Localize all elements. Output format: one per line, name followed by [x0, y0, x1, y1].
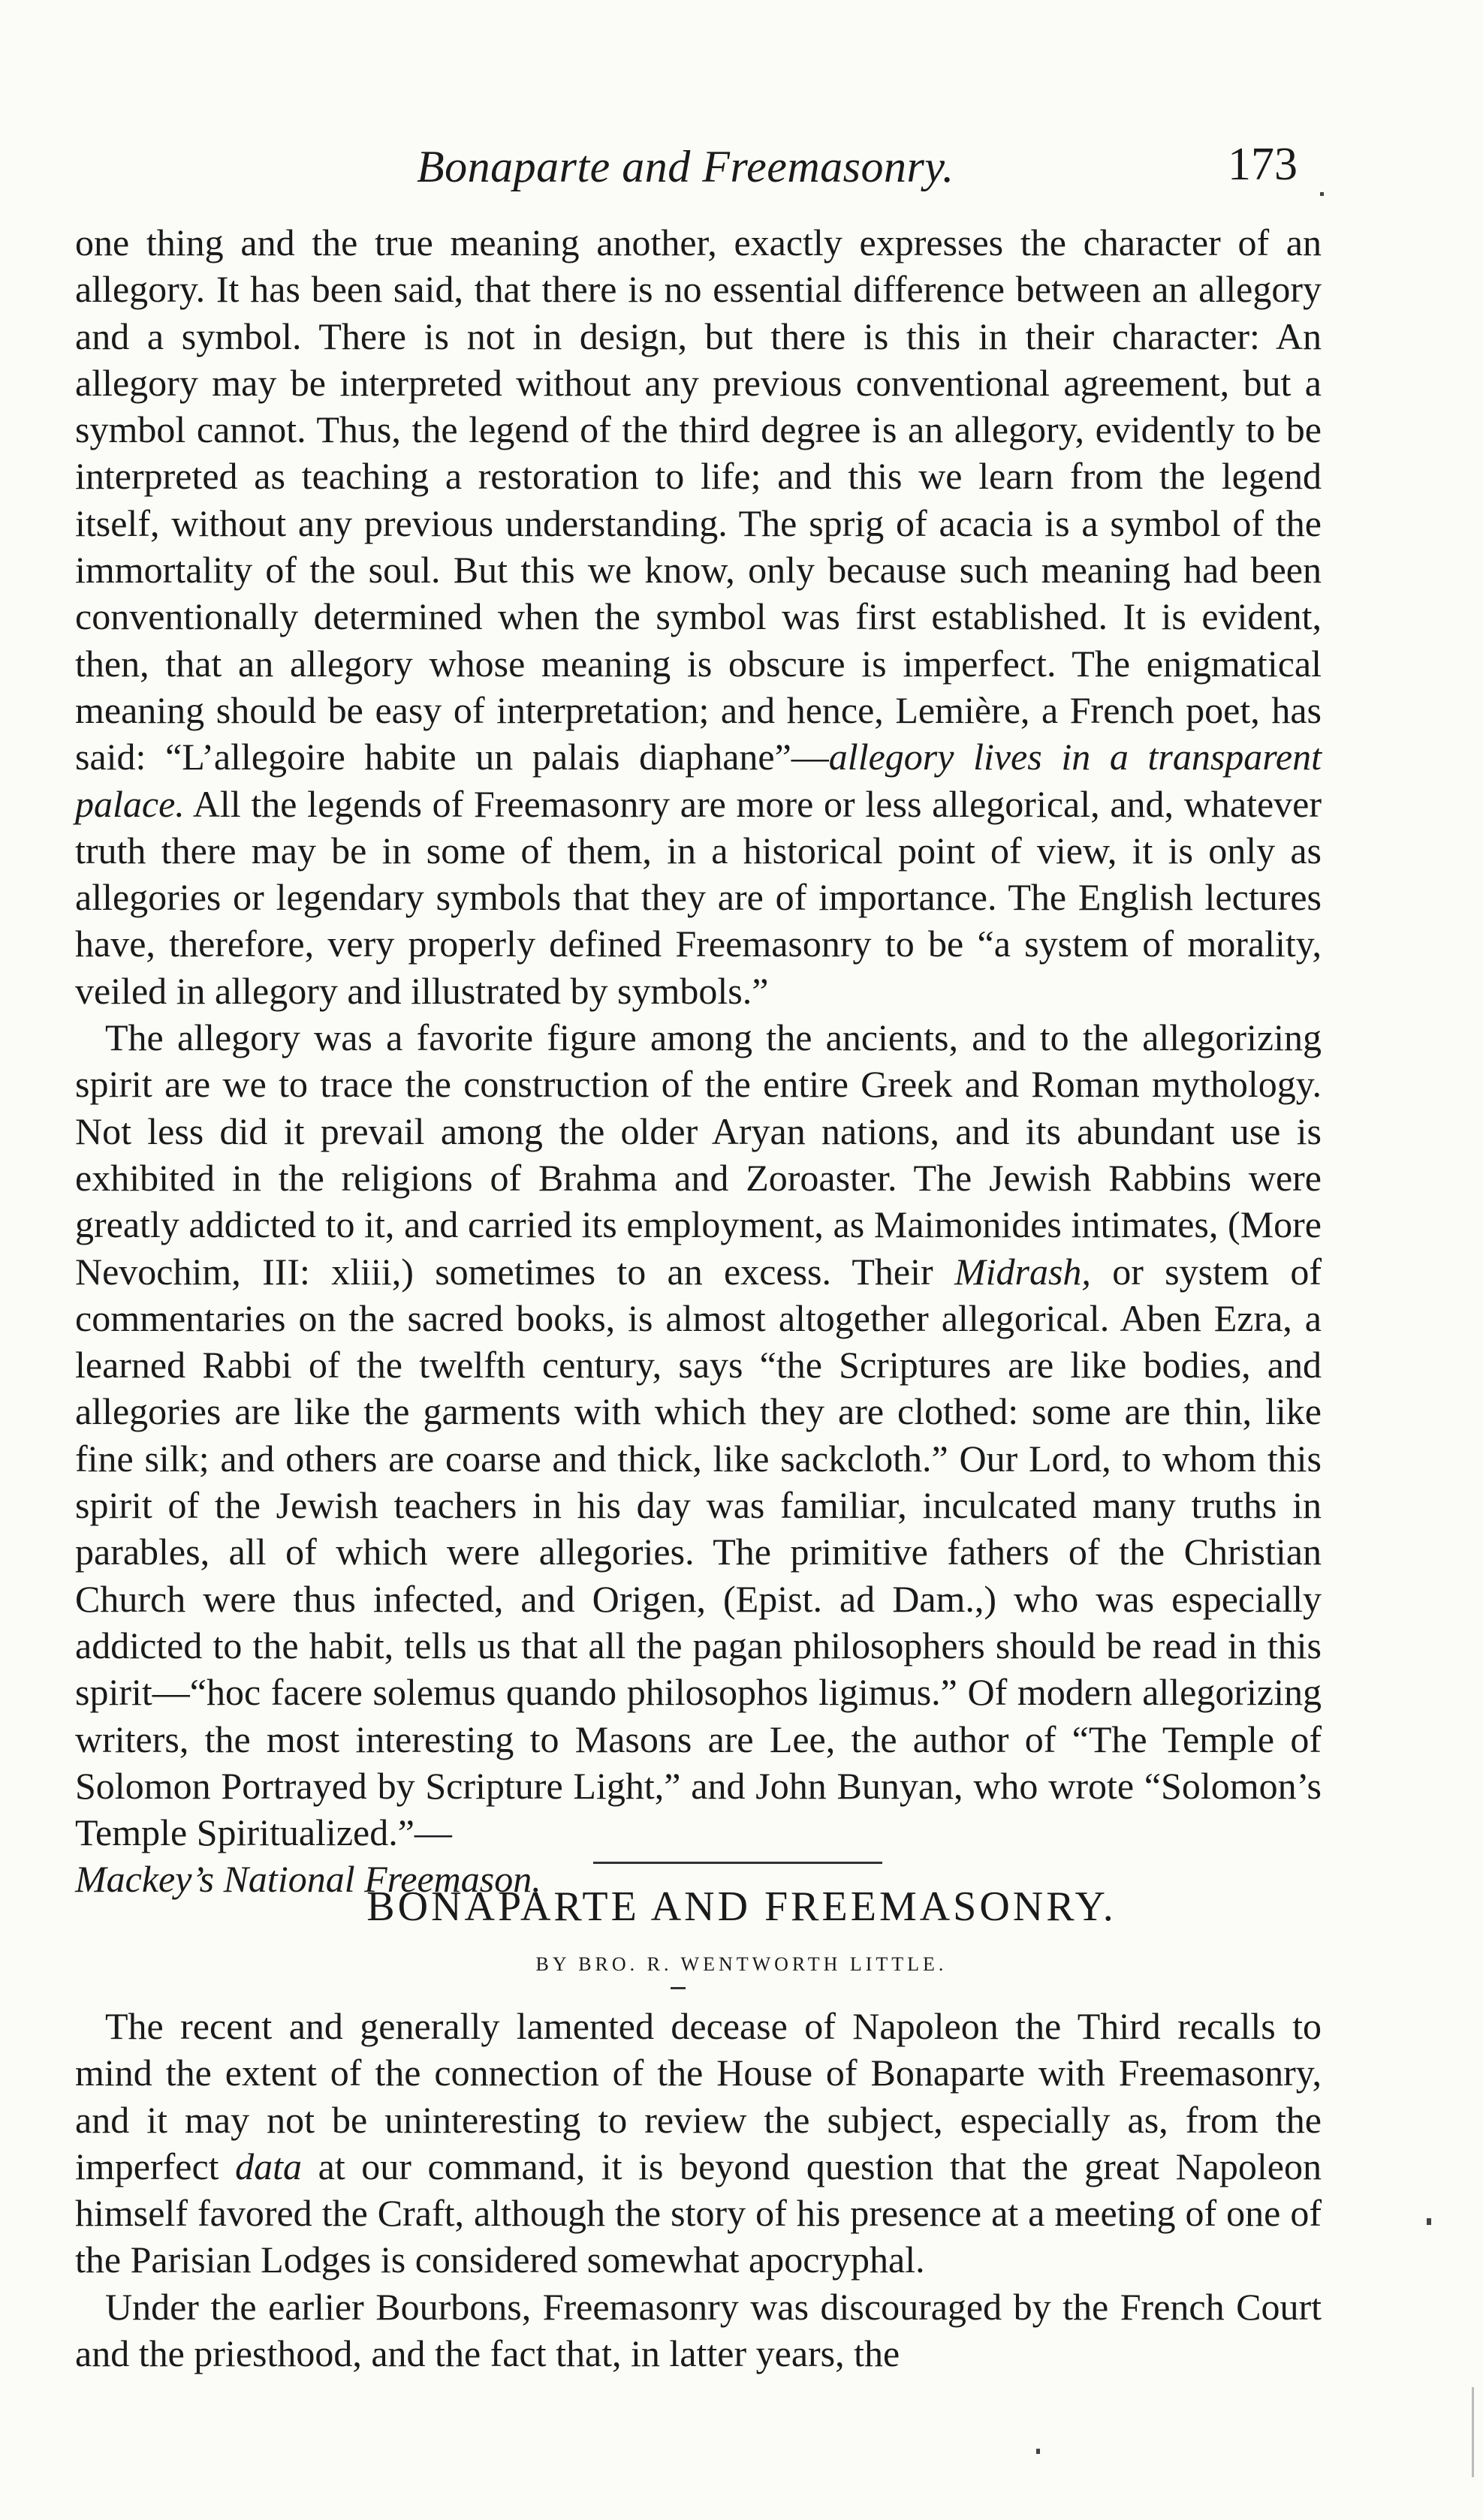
article-byline: BY BRO. R. WENTWORTH LITTLE. [535, 1953, 948, 1975]
print-speck [1427, 2218, 1431, 2225]
article-title: BONAPARTE AND FREEMASONRY. [366, 1883, 1117, 1930]
text-run: one thing and the true meaning another, exactly expresses the character of an allegory. It has been said, that there is no essential difference between an allegory and a symbol. There is not in design, but there is this in their character: An allegory may be interpreted without any previous conventional agreement, but a symbol cannot. Thus, the legend of the third degree is an allegory, evidently to be interpreted as teaching a restoration to life; and this we learn from the legend itself, without any previous understanding. The sprig of acacia is a symbol of the immortality of the soul. But this we know, only because such meaning had been conventionally determined when the symbol was first established. It is evident, then, that an allegory whose meaning is obscure is imperfect. The enigmatical meaning should be easy of interpretation; and hence, Lemière, a French poet, has said: “L’allegoire habite un palais diaphane”— [75, 221, 1322, 778]
paragraph [75, 219, 1322, 1014]
text-run: The recent and generally lamented decease of Napoleon the Third recalls to mind the extent of the connection of the House of Bonaparte with Freemasonry, and it may not be uninteresting to review the subject, especially as, from the imperfect [75, 2005, 1322, 2187]
italic-phrase: allegory lives in a transparent palace. [75, 736, 1322, 825]
previous-article-text [75, 219, 1322, 1903]
text-run: Under the earlier Bourbons, Freemasonry was discouraged by the French Court and the priesthood, and the fact that, in latter years, the [75, 2285, 1322, 2375]
source-citation: Mackey’s National Freemason. [75, 1858, 541, 1901]
print-speck [1472, 2387, 1474, 2477]
italic-term: Midrash, [954, 1250, 1091, 1293]
paragraph [75, 1014, 1322, 1903]
print-speck [1036, 2449, 1040, 2454]
text-run: at our command, it is beyond question that the great Napoleon himself favored the Craft, although the story of his presence at a meeting of one of the Parisian Lodges is considered somewhat apocryphal. [75, 2145, 1322, 2281]
text-run: All the legends of Freemasonry are more or less allegorical, and, whatever truth there may be in some of them, in a historical point of view, it is only as allegories or legendary symbols that they are of importance. The English lectures have, therefore, very properly defined Freemasonry to be “a system of morality, veiled in allegory and illustrated by symbols.” [75, 782, 1322, 1012]
paragraph [75, 2003, 1322, 2284]
section-divider [593, 1862, 882, 1864]
byline-divider [671, 1987, 686, 1989]
running-head-title: Bonaparte and Freemasonry. [417, 142, 954, 191]
text-run: The allegory was a favorite figure among the ancients, and to the allegorizing spirit are we to trace the construction of the entire Greek and Roman mythology. Not less did it prevail among the older Aryan nations, and its abundant use is exhibited in the religions of Brahma and Zoroaster. The Jewish Rabbins were greatly addicted to it, and carried its employment, as Maimonides intimates, (More Nevochim, III: xliii,) sometimes to an excess. Their [75, 1016, 1322, 1293]
article-body [75, 2003, 1322, 2377]
italic-term: data [235, 2145, 303, 2187]
paragraph [75, 2284, 1322, 2377]
print-speck [1320, 192, 1324, 196]
page-number: 173 [1228, 139, 1298, 190]
text-run: or system of commentaries on the sacred books, is almost altogether allegorical. Aben Ezra, a learned Rabbi of the twelfth century, says “the Scriptures are like bodies, and allegories are like the garments with which they are clothed: some are thin, like fine silk; and others are coarse and thick, like sackcloth.” Our Lord, to whom this spirit of the Jewish teachers in his day was familiar, inculcated many truths in parables, all of which were allegories. The primitive fathers of the Christian Church were thus infected, and Origen, (Epist. ad Dam.,) who was especially addicted to the habit, tells us that all the pagan philosophers should be read in this spirit—“hoc facere solemus quando philosophos ligimus.” Of modern allegorizing writers, the most interesting to Masons are Lee, the author of “The Temple of Solomon Portrayed by Scripture Light,” and John Bunyan, who wrote “Solomon’s Temple Spiritualized.”— [75, 1250, 1322, 1854]
